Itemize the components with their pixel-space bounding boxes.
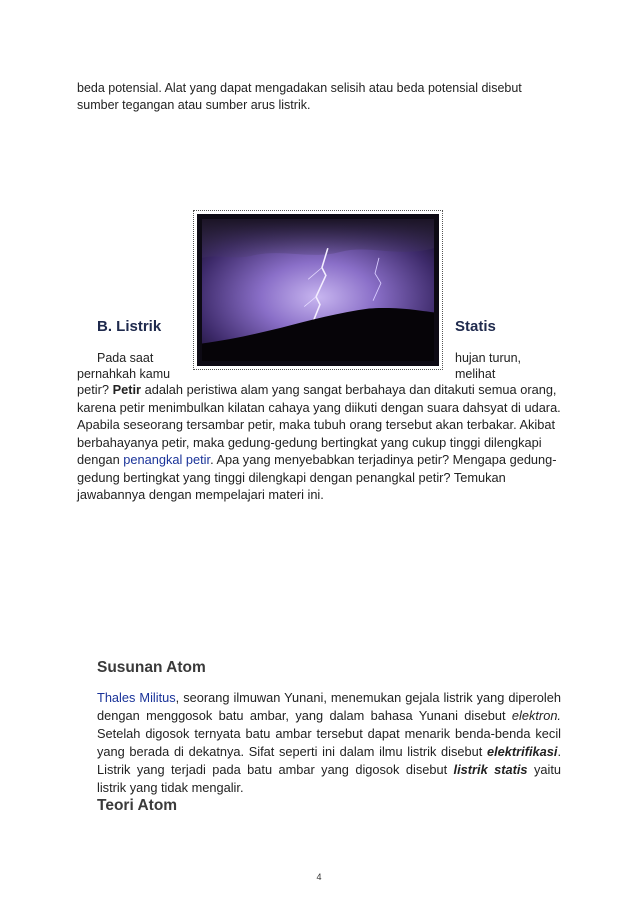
petir-paragraph: petir? Petir adalah peristiwa alam yang sangat berbahaya dan ditakuti semua orang, karena petir menimbulkan kilatan cahaya yang diikuti dengan suara dahsyat di udara. Apabila seseorang tersambar petir, maka tubuh orang tersebut akan terbakar. Akibat berbahayanya petir, maka gedung-gedung bertingkat yang cukup tinggi dilengkapi dengan penangkal petir. Apa yang menyebabkan terjadinya petir? Mengapa gedung-gedung bertingkat yang tinggi dilengkapi dengan penangkal petir? Temukan jawabannya dengan mempelajari materi ini. <box>77 382 561 502</box>
susunan-atom-paragraph: Thales Militus, seorang ilmuwan Yunani, menemukan gejala listrik yang diperoleh dengan menggosok batu ambar, yang dalam bahasa Yunani disebut elektron. Setelah digosok ternyata batu ambar tersebut dapat menarik benda-benda kecil yang berada di dekatnya. Sifat seperti ini dalam ilmu listrik disebut elektrifikasi. Listrik yang terjadi pada batu ambar yang digosok disebut listrik statis yaitu listrik yang tidak mengalir. <box>97 690 561 795</box>
wrap-right-1: hujan turun, <box>455 351 522 365</box>
section-b-heading: B. Listrik <box>97 318 162 335</box>
lightning-photo <box>197 214 439 366</box>
wrap-left-1: Pada saat <box>97 351 154 365</box>
section-b-heading-right: Statis <box>455 318 496 335</box>
petir-term: Petir <box>112 382 142 397</box>
penangkal-petir-link[interactable]: penangkal petir <box>123 452 211 467</box>
elektron-term: elektron. <box>511 708 561 723</box>
elektrifikasi-term: elektrifikasi <box>487 744 558 759</box>
thales-link[interactable]: Thales Militus <box>97 690 176 705</box>
wrap-right-2: melihat <box>455 367 496 381</box>
page-number: 4 <box>316 872 322 882</box>
lightning-image <box>202 219 434 361</box>
susunan-atom-heading: Susunan Atom <box>97 659 206 676</box>
intro-line-2: sumber tegangan atau sumber arus listrik. <box>77 98 311 112</box>
teori-atom-heading: Teori Atom <box>97 797 178 814</box>
wrap-left-2: pernahkah kamu <box>77 367 171 381</box>
listrik-statis-term: listrik statis <box>453 762 528 777</box>
lightning-photo-frame <box>193 210 443 370</box>
intro-line-1: beda potensial. Alat yang dapat mengadakan selisih atau beda potensial disebut <box>77 81 522 95</box>
